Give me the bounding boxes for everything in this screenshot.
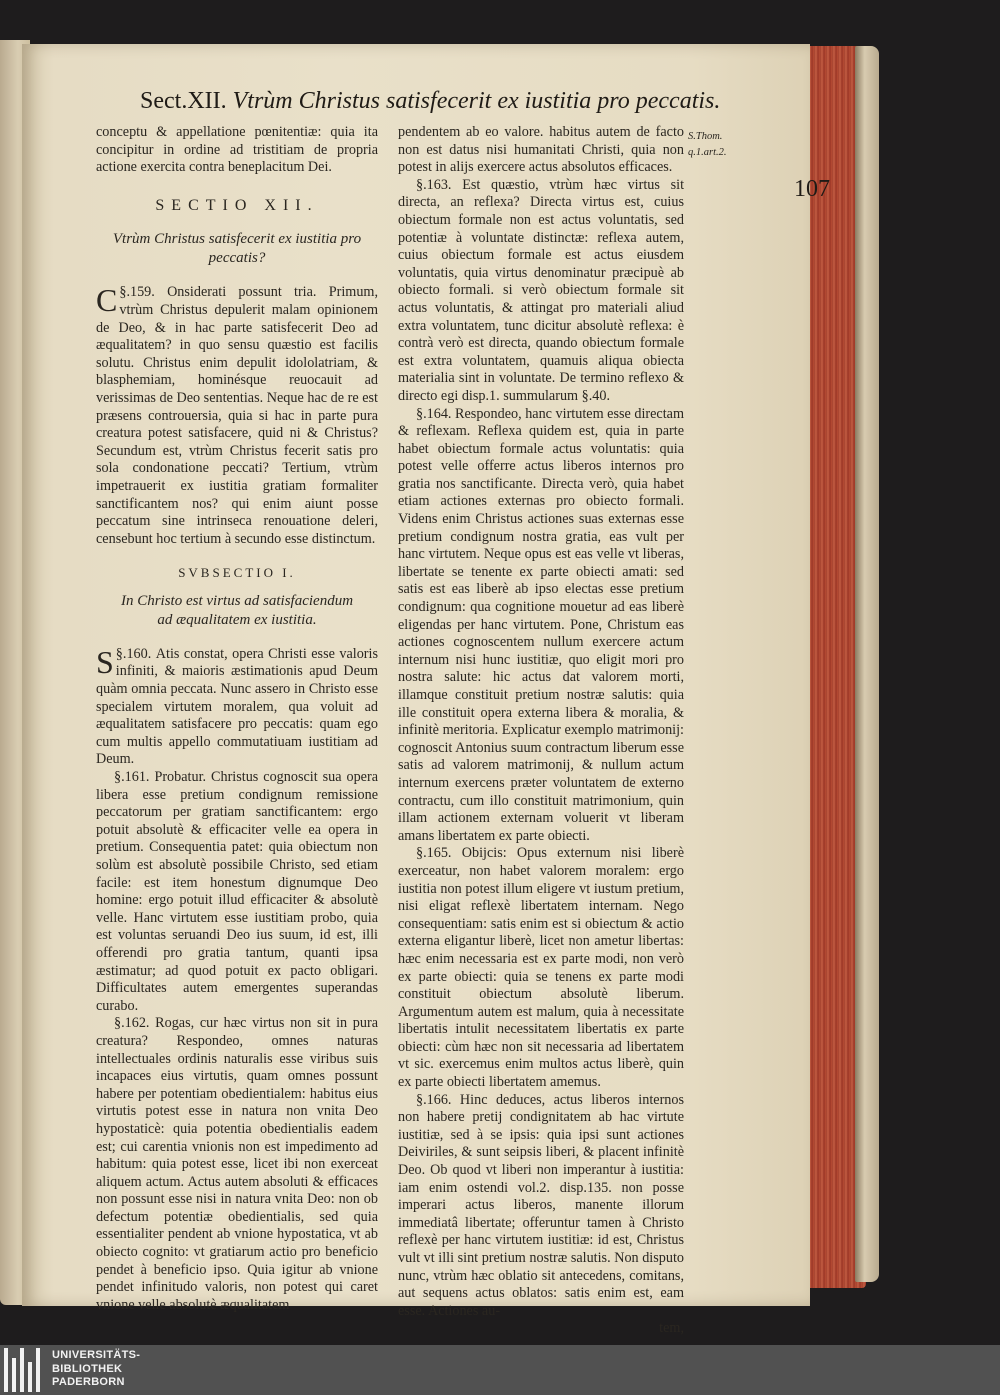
paragraph-text: Rogas, cur hæc virtus non sit in pura creatura? Respondeo, omnes naturas intellectuales ordinis naturalis esse viribus suis incapaces eius virtutis, quam omnes possunt habere per potentiam obedientialem: habitus eius virtutis potest esse in natura non vnita Deo hypostaticè: quia potentia obedientialis eadem est; cui carentia vnionis non est impedimento ad habitum: quia potest esse, licet ibi non exerceat aliquem actum. Actus autem absoluti & efficaces non possunt esse nisi in natura vnita Deo: non ob defectum potentiæ obedientialis, sed quia essentialiter pendent ab vnione hypostatica, vt ab obiecto cognito: vt gratiarum actio pro beneficio pendet à beneficio ipso. Quia igitur ab vnione pendet infinitudo valoris, non potest qui caret vnione velle absolutè æqualitatem xyxy=(96,1015,379,1313)
paragraph-text: Est quæstio, vtrùm hæc virtus sit directa, an reflexa? Directa virtus est, cuius obiectum formale non est actus voluntatis, sed potentiæ à voluntate distinctæ: reflexa autem, cuius obiectum formale est actus eiusdem voluntatis, quia virtus denominatur præcipuè ab obiecto formali. si verò obiectum formale sit actus voluntatis, & attingat pro materiali aliud extra voluntatem, tunc dicitur absolutè reflexa: è contrà verò est directa, quando obiectum formale est extra voluntatem, quamuis aliqua obiecta materialia sint in voluntate. De termino reflexo & directo egi disp.1. summularum §.40. xyxy=(398,176,685,404)
drop-cap: S xyxy=(96,643,114,680)
paragraph-number: §.162. xyxy=(114,1015,150,1032)
paragraph-159 xyxy=(96,284,378,548)
paragraph-number: §.165. xyxy=(416,845,452,862)
margin-note xyxy=(688,129,748,161)
paragraph-text: Probatur. Christus cognoscit sua opera libera esse pretium condignum remissione peccatorum per gratiam sanctificantem: ergo potuit absolutè & efficaciter velle ea opera in pretium. Consequentia patet: quia obiectum non solùm est absolutè possibile Christo, sed etiam facile: est item honestum dignumque Deo homine: ergo potuit illud efficaciter & absolutè velle. Hanc virtutem esse iustitiam probo, quia est voluntas seruandi Deo ius suum, id est, illi offerendi pro gratia tantum, quanti ipsa æstimatur; ad quod potuit ex pacto obligari. Difficultates autem emergentes superandas curabo. xyxy=(96,769,379,1014)
paragraph-text: Obijcis: Opus externum nisi liberè exerceatur, non habet valorem moralem: ergo iustitia non potest illum eligere vt iustum pretium, nisi eligat reflexè libertatem internam. Nego consequentiam: satis enim est si obiectum & actio externa eligantur liberè, licet non ametur libertas: hæc enim necessaria est ex parte modi, non verò ex parte obiecti: quia se tenens ex parte modi constituit obiectum absolutè liberum. Argumentum autem est malum, quia à necessitate libertatis intulit necessitatem libertatis ex parte obiecti: cùm hæc non sit necessaria ad libertatem vt sic. exercemus enim multos actus liberè, quin ex parte obiecti libertatem amemus. xyxy=(398,845,684,1091)
paragraph-163 xyxy=(398,177,684,406)
subsection-subtitle: In Christo est virtus ad satisfaciendum ad æqualitatem ex iustitia. xyxy=(120,592,354,628)
paragraph-number: §.163. xyxy=(416,176,452,193)
footer-bar xyxy=(0,1345,1000,1395)
paragraph-number: §.164. xyxy=(416,405,452,422)
paragraph-number: §.161. xyxy=(114,769,150,786)
paragraph-text: Atis constat, opera Christi esse valoris infiniti, & maioris æstimationis apud Deum quàm omnia peccata. Nunc assero in Christo esse specialem virtutem moralem, qua voluit ad æqualitatem satisfacere pro peccatis: quam ego cum multis appello commutatiuam iustitiam ad Deum. xyxy=(96,645,378,768)
library-name-line3: PADERBORN xyxy=(52,1376,125,1388)
right-column xyxy=(398,124,684,1338)
paragraph-166 xyxy=(398,1092,684,1321)
paragraph-162 xyxy=(96,1015,378,1314)
left-column xyxy=(96,124,378,1314)
section-label: Sect.XII. xyxy=(140,88,227,114)
subsection-heading: SVBSECTIO I. xyxy=(178,565,296,581)
paragraph-text: Respondeo, hanc virtutem esse directam & reflexam. Reflexa quidem est, quia in parte habet obiectum formale actus voluntatis: quia potest velle offerre actus liberos internos pro gratia nos sanctificante. Directa verò, quia habet etiam actiones externas pro obiecto formali. Videns enim Christus actiones suas externas esse pretium condignum nostra gratia, eas vult per hanc virtutem. Neque opus est eas velle vt liberas, libertate se tenente ex parte obiecti amati: sed satis est eas liberè ab ipso electas esse pretium condignum: qua cognitione mouetur ad eas liberè eligendas per hanc virtutem. Pone, Christum eas actiones cognoscentem nullum exercere actum internum nisi hunc iustitiæ, quo eligit mori pro nostra salute: hic actus dat valorem morti, illamque constituit pretium nostræ salutis: quia ille constituit opera externa libera & moralia, & infinitè meritoria. Explicatur exemplo matrimonij: cognoscit Antonius suum contractum liberum esse satis ad valorem matrimonij, & nullum actum internum exercens præter voluntatem de externo contractu, cum illo constituit matrimonium, quin illam actionem externam voluerit vt liberam amans libertatem ex parte obiecti. xyxy=(398,405,684,844)
catchword: tem, xyxy=(659,1320,684,1337)
paragraph-number: §.159. xyxy=(119,284,155,301)
paragraph-number: §.166. xyxy=(416,1091,452,1108)
book-cover-edge xyxy=(855,46,879,1282)
paragraph-160 xyxy=(96,643,378,769)
paragraph-number: §.160. xyxy=(115,645,152,662)
paragraph-161 xyxy=(96,769,378,1015)
margin-note-line2: q.1.art.2. xyxy=(688,147,727,158)
library-logo-icon xyxy=(4,1348,46,1392)
page-number: 107 xyxy=(794,176,830,202)
section-heading: SECTIO XII. xyxy=(155,196,319,214)
paragraph-165 xyxy=(398,845,684,1091)
running-title: Vtrùm Christus satisfecerit ex iustitia pro peccatis. xyxy=(232,88,721,114)
library-name-line1: UNIVERSITÄTS- xyxy=(52,1349,141,1361)
library-name xyxy=(52,1349,140,1390)
right-intro-paragraph: pendentem ab eo valore. habitus autem de facto non est datus nisi humanitati Christi, quia non potest in alijs exercere actus absolutos efficaces. xyxy=(398,124,684,176)
section-subtitle: Vtrùm Christus satisfecerit ex iustitia pro peccatis? xyxy=(112,231,362,267)
drop-cap: C xyxy=(96,282,118,319)
library-name-line2: BIBLIOTHEK xyxy=(52,1362,123,1375)
left-intro-paragraph: conceptu & appellatione pœnitentiæ: quia ita concipitur in ordine ad tristitiam de propria actione exercita contra beneplacitum Dei. xyxy=(96,124,378,176)
paragraph-164 xyxy=(398,406,684,846)
margin-note-line1: S.Thom. xyxy=(688,131,723,142)
paragraph-text: Onsiderati possunt tria. Primum, vtrùm Christus depulerit malam opinionem de Deo, & in hac parte satisfecerit Deo ad æqualitatem? in quo sensu quæstio est facilis solutu. Christus enim depulit idololatriam, & blasphemiam, hominésque reuocauit ad verissimas de Deo sententias. Neque hac de re est præsens controuersia, quia si hac in parte pura creatura potest satisfacere, quid ni & Christus? Secundum est, vtrùm Christus fecerit satis pro sola condonatione peccati? Tertium, vtrùm impetrauerit ex iustitia gratiam formaliter sanctificantem nos? qui enim aiunt posse peccatum sine intrinseca renouatione deleri, censebunt hoc tertium à secundo esse distinctum. xyxy=(96,284,378,547)
paragraph-text: Hinc deduces, actus liberos internos non habere pretij condignitatem ab hac virtute iustitiæ, sed à se ipsis: quia ipsi sunt actiones Deiviriles, & sunt seipsis liberi, & placent infinitè Deo. Ob quod vt liberi non imperantur à iustitia: iam enim ostendi vol.2. disp.135. non posse imperari actus liberos, manente illorum immediatâ libertate; offeruntur tamen à Christo reflexè per hanc virtutem iustitiæ: id est, Christus vult vt illi sint pretium nostræ salutis. Non disputo nunc, vtrùm hæc oblatio sit antecedens, comitans, aut sequens actus oblatos: satis enim est, eam esse. Actiones au- xyxy=(398,1091,685,1319)
